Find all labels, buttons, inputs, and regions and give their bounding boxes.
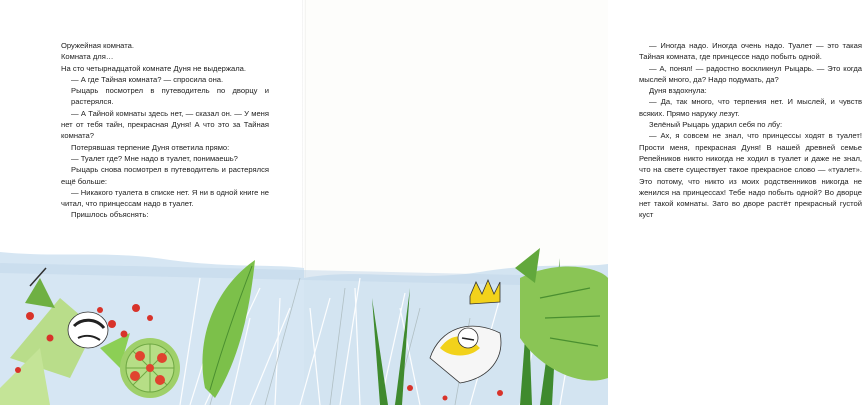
paragraph: — Туалет где? Мне надо в туалет, понимаешь? xyxy=(71,153,238,163)
left-page-text xyxy=(61,40,269,221)
paragraph: — Ах, я совсем не знал, что принцессы ходят в туалет! Прости меня, прекрасная Дуня! В нашей древней семье Репейников никто никогда не ходил в туалет и даже не знал, что на свете существует такое прекрасное слово — «туалет». Это потому, что никто из моих родственников никогда не женился на принцессах! Тебе надо побыть одной? Во дворце нет такой комнаты. Зато во дворе растёт прекрасный густой куст xyxy=(639,131,862,220)
paragraph: Потерявшая терпение Дуня ответила прямо: xyxy=(71,142,230,152)
paragraph: — Да, так много, что терпения нет. И мыслей, и чувств всяких. Прямо наружу лезут. xyxy=(639,97,862,118)
paragraph: — Никакого туалета в списке нет. Я ни в одной книге не читал, что принцессам надо в туалет. xyxy=(61,187,269,209)
paragraph: Комната для… xyxy=(61,52,114,62)
paragraph: Оружейная комната. xyxy=(61,41,134,50)
round-shield xyxy=(120,338,180,398)
paragraph: На сто четырнадцатой комнате Дуня не выдержала. xyxy=(61,63,246,73)
illustration xyxy=(0,238,608,405)
paragraph: Зелёный Рыцарь ударил себя по лбу: xyxy=(649,120,783,130)
paragraph: — А где Тайная комната? — спросила она. xyxy=(71,74,224,84)
paragraph: Дуня вздохнула: xyxy=(649,86,707,96)
paragraph: Рыцарь снова посмотрел в путеводитель и растерялся ещё больше: xyxy=(61,165,269,186)
illustration-canvas xyxy=(0,238,608,405)
paragraph: — А Тайной комнаты здесь нет, — сказал он. — У меня нет от тебя тайн, прекрасная Дуня! А что это за Тайная комната? xyxy=(61,108,269,141)
paragraph: Пришлось объяснять: xyxy=(71,210,149,220)
right-page-text xyxy=(639,40,862,221)
paragraph: Рыцарь посмотрел в путеводитель по дворцу и растерялся. xyxy=(71,86,269,107)
paragraph: — Иногда надо. Иногда очень надо. Туалет — это такая Тайная комната, где принцессе надо побыть одной. xyxy=(639,41,862,62)
paragraph: — А, понял! — радостно воскликнул Рыцарь. — Это когда мыслей много, да? Надо подумать, да? xyxy=(639,63,862,84)
